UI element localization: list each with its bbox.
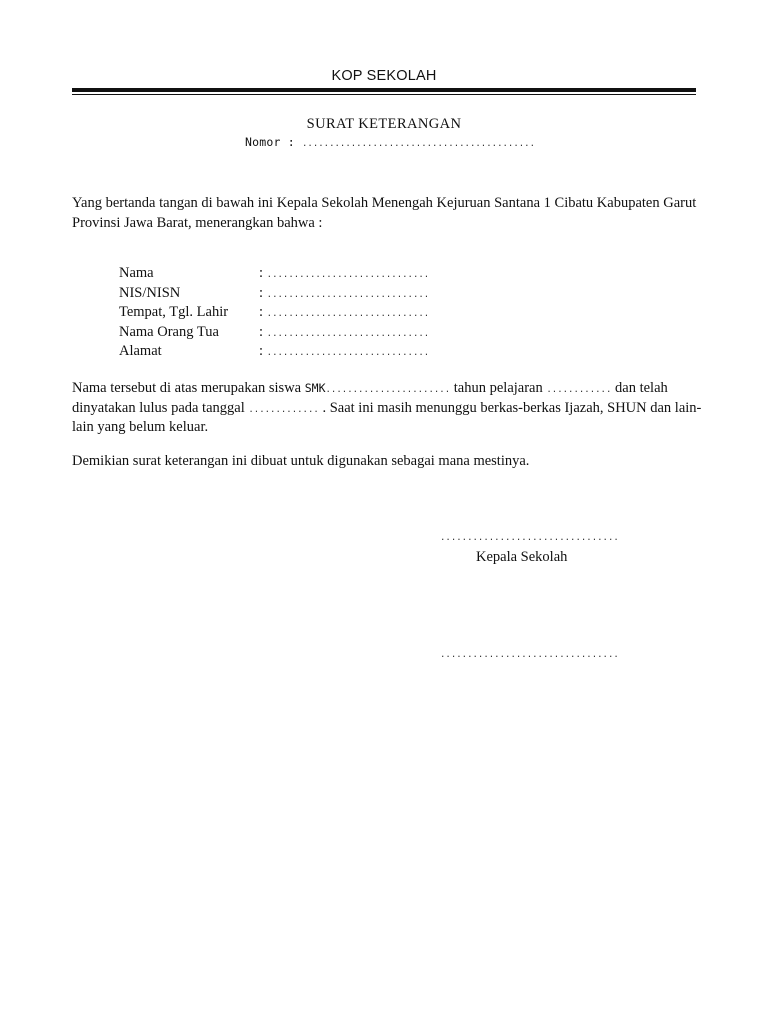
field-blank: .............................. [266,348,430,358]
letter-number-label: Nomor : [245,135,295,149]
intro-paragraph: Yang bertanda tangan di bawah ini Kepala Sekolah Menengah Kejuruan Santana 1 Cibatu Kabupaten Garut Provinsi Jawa Barat, menerangkan bahwa : [72,195,697,231]
statement-text-3: dan telah dinyatakan lulus pada tanggal [72,380,668,416]
date-blank: ............. [248,404,319,415]
field-label: Tempat, Tgl. Lahir [119,304,229,320]
signature-place-date-blank: ................................. [440,533,619,543]
field-label: Nama [119,265,154,281]
year-blank: ............ [546,385,612,395]
field-row-parent [119,323,429,343]
school-blank: ....................... [325,385,451,395]
student-fields [119,264,429,362]
field-separator: : [259,284,264,301]
field-blank: .............................. [266,309,430,319]
letter-number-blank: ........................................... [302,139,535,149]
letterhead-divider-thin [72,94,696,95]
statement-text-4: . Saat ini masih menunggu berkas-berkas Ijazah, SHUN dan lain-lain yang belum keluar. [72,399,702,435]
field-blank: .............................. [266,270,430,280]
field-label: Alamat [119,343,162,359]
school-type: SMK [304,381,326,395]
letter-title: SURAT KETERANGAN [306,116,462,132]
field-separator: : [259,343,264,359]
field-row-nis-nisn [119,284,429,304]
letterhead-title: KOP SEKOLAH [331,68,437,84]
field-label: NIS/NISN [119,284,181,301]
statement-paragraph [72,380,702,437]
field-separator: : [259,304,264,320]
closing-paragraph: Demikian surat keterangan ini dibuat untuk digunakan sebagai mana mestinya. [72,453,530,469]
letter-number [245,135,535,149]
field-row-address [119,342,429,362]
field-separator: : [259,265,264,281]
signature-role: Kepala Sekolah [476,549,568,565]
letterhead-divider-thick [72,88,696,92]
field-row-birth [119,303,429,323]
field-separator: : [259,323,264,340]
statement-text-2: tahun pelajaran [450,380,547,396]
field-blank: .............................. [266,328,430,339]
field-label: Nama Orang Tua [119,323,219,340]
statement-text-1: Nama tersebut di atas merupakan siswa [72,380,305,396]
signature-name-blank: ................................. [440,650,619,660]
field-blank: .............................. [266,289,430,300]
field-row-nama [119,264,429,284]
